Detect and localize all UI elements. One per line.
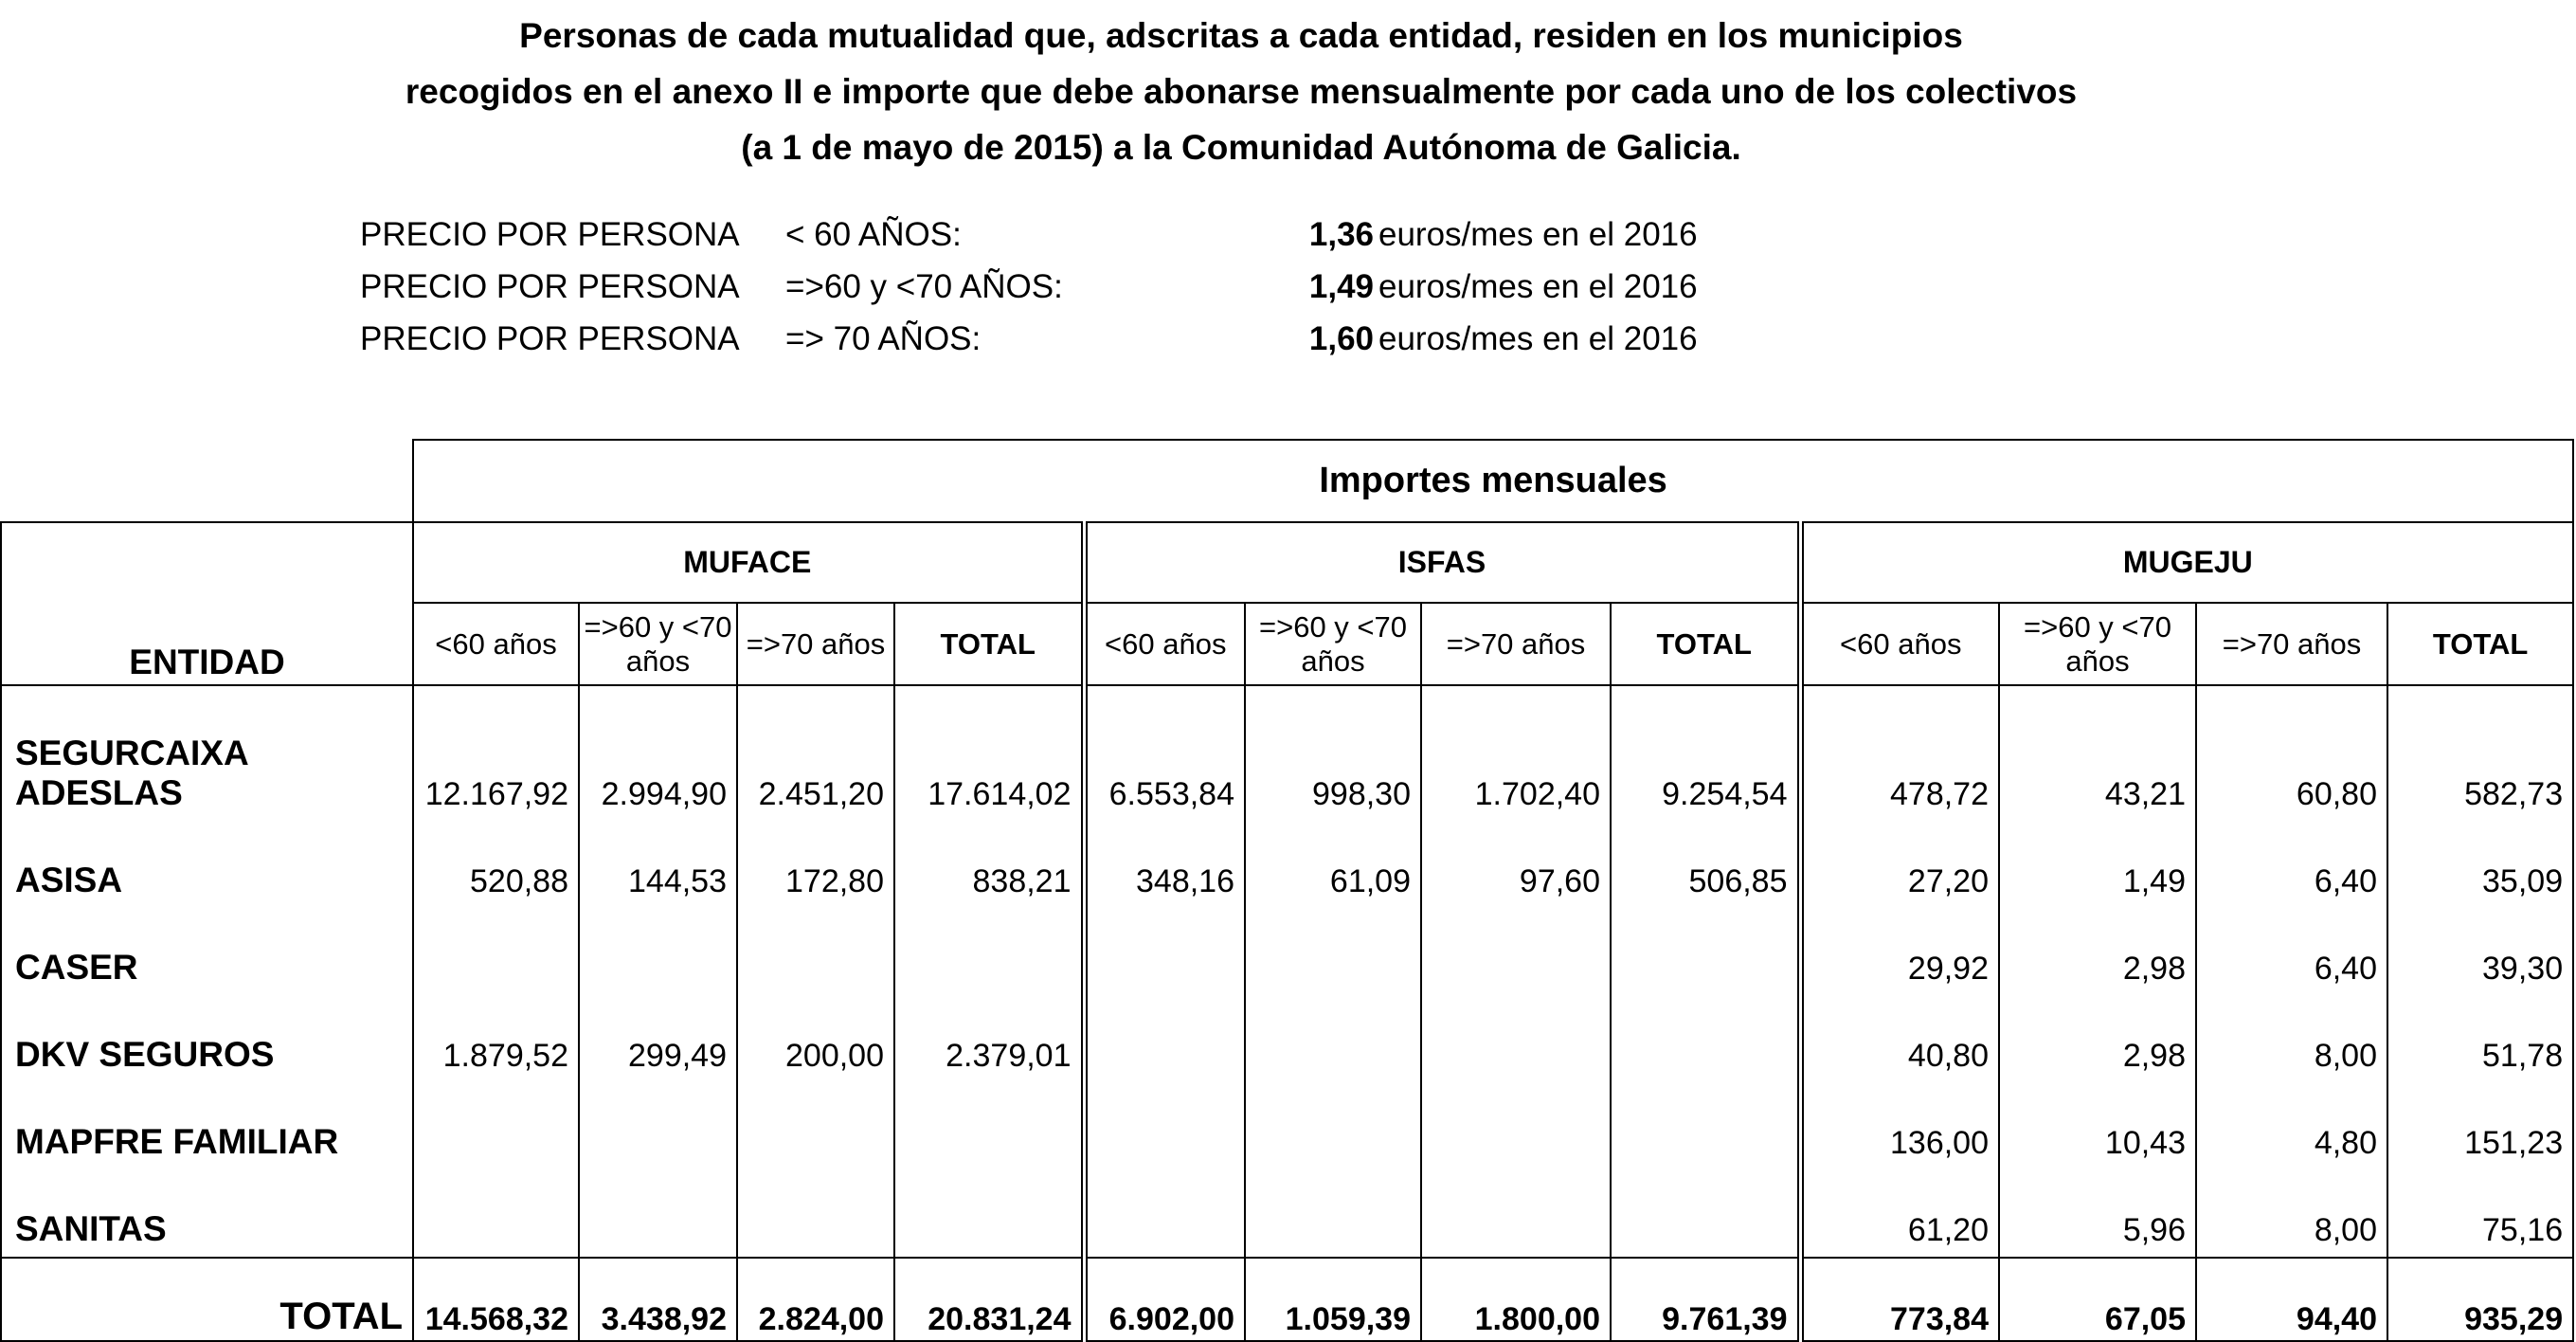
- entity-name-line: ADESLAS: [15, 773, 183, 812]
- table-cell: 172,80: [737, 821, 894, 908]
- table-cell: [1421, 1082, 1611, 1170]
- group-header-mugeju: MUGEJU: [1800, 522, 2573, 603]
- table-cell: [1611, 1082, 1800, 1170]
- table-cell: 348,16: [1084, 821, 1245, 908]
- table-cell: 29,92: [1800, 908, 1999, 995]
- total-label: TOTAL: [1, 1258, 413, 1341]
- table-row: [1, 821, 2573, 908]
- table-cell: [1084, 1082, 1245, 1170]
- entity-name-line: SEGURCAIXA: [15, 734, 249, 772]
- table-cell: [1084, 995, 1245, 1082]
- table-cell: 75,16: [2387, 1170, 2573, 1258]
- table-cell: [1611, 995, 1800, 1082]
- col-header: <60 años: [1800, 603, 1999, 685]
- table-cell: 17.614,02: [894, 685, 1084, 821]
- entity-name: [1, 685, 413, 821]
- table-cell: 151,23: [2387, 1082, 2573, 1170]
- table-cell: 6,40: [2196, 908, 2387, 995]
- table-cell: 2,98: [1999, 995, 2196, 1082]
- col-header: TOTAL: [2387, 603, 2573, 685]
- total-cell: 20.831,24: [894, 1258, 1084, 1341]
- table-cell: 144,53: [579, 821, 737, 908]
- total-cell: 94,40: [2196, 1258, 2387, 1341]
- table-cell: [1245, 908, 1421, 995]
- table-cell: [579, 908, 737, 995]
- table-cell: 5,96: [1999, 1170, 2196, 1258]
- table-cell: 200,00: [737, 995, 894, 1082]
- table-cell: 838,21: [894, 821, 1084, 908]
- table-corner: [1, 440, 413, 522]
- total-cell: 9.761,39: [1611, 1258, 1800, 1341]
- table-cell: 35,09: [2387, 821, 2573, 908]
- table-cell: [413, 908, 579, 995]
- price-range: =>60 y <70 AÑOS:: [785, 268, 1063, 305]
- total-cell: 14.568,32: [413, 1258, 579, 1341]
- table-cell: 51,78: [2387, 995, 2573, 1082]
- table-row: [1, 1170, 2573, 1258]
- price-unit: euros/mes en el 2016: [1378, 216, 1698, 253]
- table-cell: 478,72: [1800, 685, 1999, 821]
- table-cell: [1421, 995, 1611, 1082]
- price-range: => 70 AÑOS:: [785, 320, 982, 357]
- col-header: TOTAL: [1611, 603, 1800, 685]
- table-cell: 998,30: [1245, 685, 1421, 821]
- table-row: [1, 685, 2573, 821]
- table-cell: [1245, 995, 1421, 1082]
- price-unit: euros/mes en el 2016: [1378, 320, 1698, 357]
- table-cell: [894, 1082, 1084, 1170]
- col-header: =>70 años: [1421, 603, 1611, 685]
- table-row: [1, 908, 2573, 995]
- entity-name: SANITAS: [1, 1170, 413, 1258]
- col-header: =>60 y <70 años: [579, 603, 737, 685]
- table-cell: [1421, 1170, 1611, 1258]
- col-header: =>70 años: [737, 603, 894, 685]
- table-cell: 12.167,92: [413, 685, 579, 821]
- table-cell: [413, 1170, 579, 1258]
- total-cell: 1.800,00: [1421, 1258, 1611, 1341]
- price-label: PRECIO POR PERSONA: [360, 268, 740, 305]
- entity-name: ASISA: [1, 821, 413, 908]
- table-cell: 61,09: [1245, 821, 1421, 908]
- table-cell: [894, 1170, 1084, 1258]
- table-cell: 520,88: [413, 821, 579, 908]
- table-cell: 8,00: [2196, 1170, 2387, 1258]
- importes-table: [0, 439, 2574, 1342]
- entity-name: DKV SEGUROS: [1, 995, 413, 1082]
- table-cell: [737, 1170, 894, 1258]
- table-cell: 2.451,20: [737, 685, 894, 821]
- table-cell: 582,73: [2387, 685, 2573, 821]
- price-value: 1,49: [1308, 268, 1374, 305]
- table-cell: 61,20: [1800, 1170, 1999, 1258]
- title-line-3: (a 1 de mayo de 2015) a la Comunidad Autónoma de Galicia.: [741, 128, 1741, 167]
- table-cell: 1.702,40: [1421, 685, 1611, 821]
- table-cell: 4,80: [2196, 1082, 2387, 1170]
- table-cell: 1.879,52: [413, 995, 579, 1082]
- total-cell: 67,05: [1999, 1258, 2196, 1341]
- total-row: [1, 1258, 2573, 1341]
- table-cell: 27,20: [1800, 821, 1999, 908]
- group-header-muface: MUFACE: [413, 522, 1084, 603]
- importes-header: Importes mensuales: [413, 440, 2573, 522]
- table-cell: [1084, 1170, 1245, 1258]
- col-header: <60 años: [413, 603, 579, 685]
- table-cell: 8,00: [2196, 995, 2387, 1082]
- table-cell: [737, 908, 894, 995]
- price-range: < 60 AÑOS:: [785, 216, 962, 253]
- table-cell: 40,80: [1800, 995, 1999, 1082]
- table-cell: 136,00: [1800, 1082, 1999, 1170]
- table-cell: [579, 1170, 737, 1258]
- table-cell: [894, 908, 1084, 995]
- table-row: [1, 995, 2573, 1082]
- table-cell: 43,21: [1999, 685, 2196, 821]
- total-cell: 3.438,92: [579, 1258, 737, 1341]
- col-header: =>60 y <70 años: [1999, 603, 2196, 685]
- entity-name: MAPFRE FAMILIAR: [1, 1082, 413, 1170]
- table-cell: [1245, 1170, 1421, 1258]
- table-cell: [579, 1082, 737, 1170]
- col-header: =>70 años: [2196, 603, 2387, 685]
- price-value: 1,36: [1308, 216, 1374, 253]
- table-cell: 39,30: [2387, 908, 2573, 995]
- table-cell: [1084, 908, 1245, 995]
- col-header: <60 años: [1084, 603, 1245, 685]
- table-cell: 2.994,90: [579, 685, 737, 821]
- table-cell: 1,49: [1999, 821, 2196, 908]
- title-line-1: Personas de cada mutualidad que, adscritas a cada entidad, residen en los municipios: [519, 16, 1963, 55]
- table-cell: 60,80: [2196, 685, 2387, 821]
- total-cell: 773,84: [1800, 1258, 1999, 1341]
- col-header: =>60 y <70 años: [1245, 603, 1421, 685]
- table-row: [1, 1082, 2573, 1170]
- price-label: PRECIO POR PERSONA: [360, 216, 740, 253]
- table-cell: 97,60: [1421, 821, 1611, 908]
- table-cell: [1245, 1082, 1421, 1170]
- price-label: PRECIO POR PERSONA: [360, 320, 740, 357]
- table-cell: 6.553,84: [1084, 685, 1245, 821]
- table-cell: 2,98: [1999, 908, 2196, 995]
- price-value: 1,60: [1308, 320, 1374, 357]
- table-cell: 2.379,01: [894, 995, 1084, 1082]
- price-unit: euros/mes en el 2016: [1378, 268, 1698, 305]
- total-cell: 6.902,00: [1084, 1258, 1245, 1341]
- table-cell: 10,43: [1999, 1082, 2196, 1170]
- entity-name: CASER: [1, 908, 413, 995]
- table-cell: 506,85: [1611, 821, 1800, 908]
- entidad-header: ENTIDAD: [1, 522, 413, 685]
- table-cell: [1611, 1170, 1800, 1258]
- table-cell: [413, 1082, 579, 1170]
- title-line-2: recogidos en el anexo II e importe que debe abonarse mensualmente por cada uno de los colectivos: [405, 72, 2078, 111]
- total-cell: 935,29: [2387, 1258, 2573, 1341]
- document-title: [0, 8, 2482, 175]
- total-cell: 2.824,00: [737, 1258, 894, 1341]
- table-cell: 299,49: [579, 995, 737, 1082]
- group-header-isfas: ISFAS: [1084, 522, 1800, 603]
- table-cell: 9.254,54: [1611, 685, 1800, 821]
- table-cell: [737, 1082, 894, 1170]
- table-cell: 6,40: [2196, 821, 2387, 908]
- table-cell: [1611, 908, 1800, 995]
- col-header: TOTAL: [894, 603, 1084, 685]
- total-cell: 1.059,39: [1245, 1258, 1421, 1341]
- table-cell: [1421, 908, 1611, 995]
